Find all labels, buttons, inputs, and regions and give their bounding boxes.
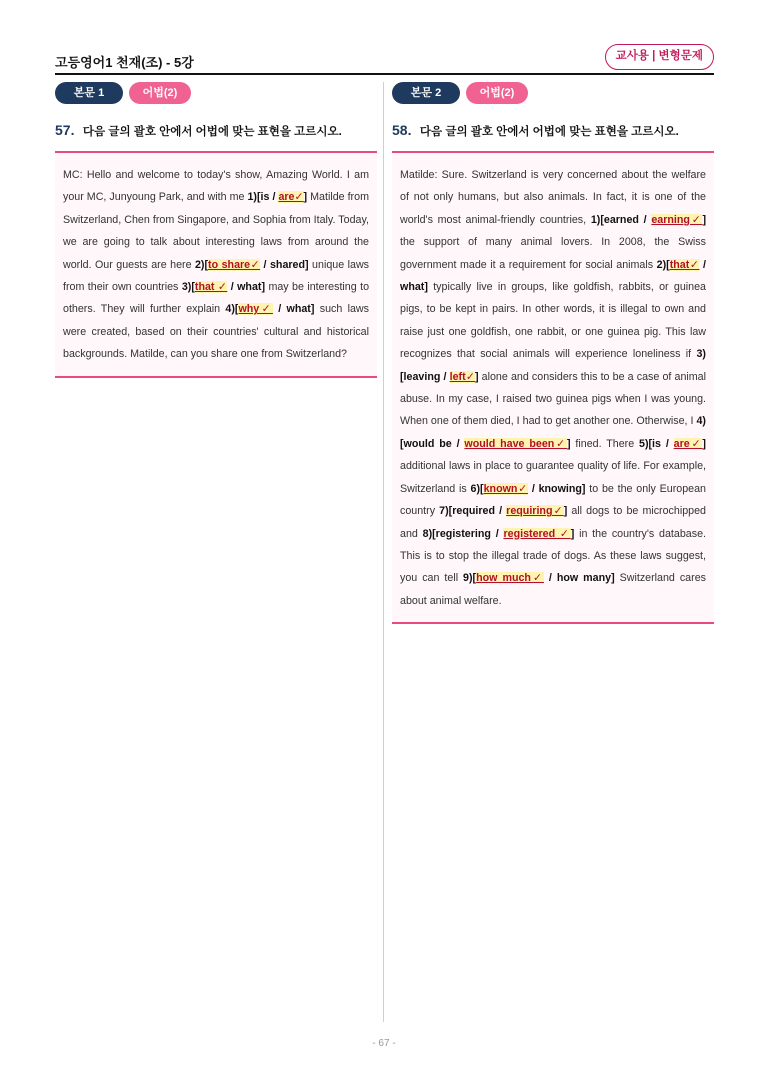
header-rule [55,73,714,75]
passage-text: the support of many animal lovers. In 2008, the Swiss government made it a requirement for social animals [400,236,706,271]
passage-text: alone and considers this to be a case of animal abuse. In my case, I raised two guinea pigs when I was young. When one of them died, I had to get another one. Otherwise, I [400,370,706,428]
answer-choice: earning✓ [651,213,703,226]
bracket-choice: 6)[ [470,482,484,495]
bracket-choice: 9)[ [463,572,477,585]
question-number: 58. [392,122,412,138]
column-left [55,82,377,378]
bracket-choice: ] [702,213,706,226]
section-tags [392,82,714,106]
page-header [55,44,714,76]
bracket-choice: / knowing] [528,482,586,495]
bracket-choice: ] [563,505,568,518]
passage-text: all dogs to be microchipped and [400,505,706,540]
question-prompt: 다음 글의 괄호 안에서 어법에 맞는 표현을 고르시오. [82,126,342,138]
bracket-choice: 2)[ [194,258,209,271]
answer-choice: that✓ [669,258,700,271]
bracket-choice: ] [570,527,575,540]
teacher-edition-badge: 교사용 | 변형문제 [605,44,714,70]
passage-text: in the country's database. This is to stop the illegal trade of dogs. As these laws suggest, you can tell [400,527,706,585]
answer-choice: to share✓ [208,258,261,271]
answer-choice: how much✓ [476,572,544,585]
passage-text: Switzerland cares about animal welfare. [400,572,706,607]
answer-choice: why✓ [238,303,273,316]
bracket-choice: 1)[earned / [590,213,652,226]
question-heading [55,122,377,142]
passage-tag: 본문 2 [392,82,460,104]
answer-choice: are✓ [278,191,304,204]
bracket-choice: / how many] [543,572,615,585]
answer-choice: would have been✓ [464,437,568,450]
passage-box [392,151,714,624]
passage-box [55,151,377,378]
bracket-choice: / shared] [260,258,309,271]
question-prompt: 다음 글의 괄호 안에서 어법에 맞는 표현을 고르시오. [419,126,679,138]
passage-text: fined. There [570,437,639,450]
bracket-choice: ] [567,437,571,450]
category-tag: 어법(2) [466,82,528,104]
passage-text: additional laws in place to guarantee quality of life. For example, Switzerland is [400,460,706,495]
question-heading [392,122,714,142]
passage-tag: 본문 1 [55,82,123,104]
column-divider [383,82,384,1022]
bracket-choice: ] [702,437,706,450]
passage-text: may be interesting to others. They will further explain [63,281,370,316]
bracket-choice: 3)[leaving / [400,348,706,383]
bracket-choice: 3)[ [181,281,195,294]
passage-text: such laws were created, based on their countries' cultural and historical backgrounds. Matilde, can you share one from Switzerland? [63,303,369,361]
answer-choice: left✓ [449,370,475,383]
answer-choice: that ✓ [194,281,228,294]
passage-text: Matilde from Switzerland, Chen from Singapore, and Sophia from Italy. Today, we are going to talk about interesting laws from around the world. Our guests are here [63,191,369,271]
bracket-choice: 4)[would be / [400,415,706,450]
passage-text: typically live in groups, like goldfish, rabbits, or guinea pigs, to be kept in pairs. In other words, it is illegal to own and raise just one goldfish, one rabbit, or one guinea pig. This law recognizes that social animals will experience loneliness if [400,281,706,361]
passage-text: unique laws from their own countries [63,258,370,294]
passage-text: MC: Hello and welcome to today's show, Amazing World. I am your MC, Junyoung Park, and with me [63,169,369,204]
passage-text: Matilde: Sure. Switzerland is very concerned about the welfare of not only humans, but also animals. In fact, it is one of the world's most animal-friendly countries, [400,169,706,226]
bracket-choice: / what] [400,258,706,294]
answer-choice: requiring✓ [506,505,564,518]
bracket-choice: ] [474,370,479,383]
answer-choice: registered ✓ [503,527,571,540]
bracket-choice: ] [303,191,308,204]
answer-choice: are✓ [673,437,703,450]
page-number: - 67 - [372,1038,396,1049]
bracket-choice: 5)[is / [639,437,674,450]
bracket-choice: 1)[is / [247,191,279,204]
bracket-choice: / what] [227,281,266,294]
column-right [392,82,714,624]
bracket-choice: 7)[required / [439,505,507,518]
bracket-choice: 4)[ [225,303,239,316]
section-tags [55,82,377,106]
bracket-choice: / what] [272,303,315,316]
bracket-choice: 2)[ [656,258,670,271]
answer-choice: known✓ [483,482,529,495]
question-number: 57. [55,122,75,138]
bracket-choice: 8)[registering / [422,527,504,540]
category-tag: 어법(2) [129,82,191,104]
passage-text: to be the only European country [400,482,706,518]
document-title: 고등영어1 천재(조) - 5강 [55,55,194,70]
